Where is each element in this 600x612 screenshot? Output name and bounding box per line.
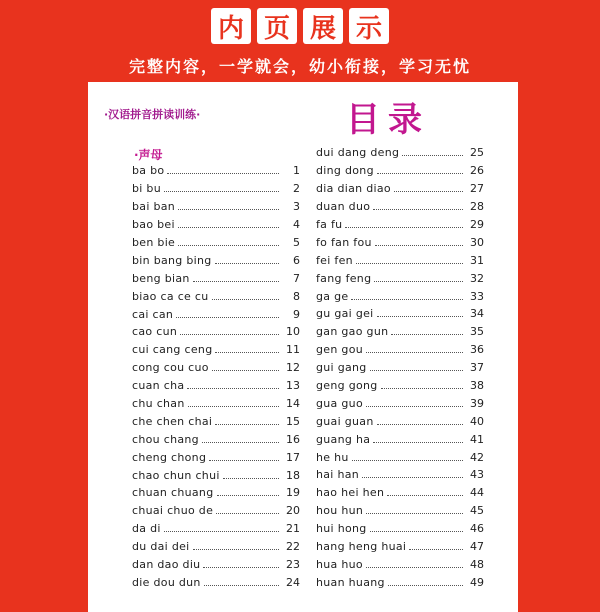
- section-heading: ·声母: [134, 148, 163, 162]
- toc-entry-label: guang ha: [316, 432, 371, 446]
- dot-leader: [373, 436, 463, 443]
- toc-entry: [316, 573, 484, 591]
- toc-entry-page: 2: [293, 182, 300, 196]
- toc-title: 目录: [346, 100, 430, 140]
- dot-leader: [178, 203, 279, 210]
- toc-entry-page: 16: [286, 432, 300, 446]
- toc-entry: [316, 287, 484, 305]
- dot-leader: [356, 257, 463, 264]
- toc-page: [88, 82, 518, 612]
- toc-entry: [132, 198, 300, 216]
- dot-leader: [370, 364, 463, 371]
- toc-entry-label: chuan chuang: [132, 486, 214, 500]
- dot-leader: [178, 239, 279, 246]
- toc-entry: [132, 341, 300, 359]
- toc-entry-label: beng bian: [132, 271, 190, 285]
- toc-entry-page: 21: [286, 522, 300, 536]
- dot-leader: [394, 185, 463, 192]
- toc-entry-page: 23: [286, 558, 300, 572]
- toc-entry: [132, 305, 300, 323]
- toc-entry-label: huan huang: [316, 575, 385, 589]
- toc-entry-label: da di: [132, 522, 161, 536]
- dot-leader: [366, 561, 463, 568]
- toc-entry-label: che chen chai: [132, 414, 213, 428]
- toc-entry: [132, 430, 300, 448]
- toc-entry-label: dan dao diu: [132, 558, 201, 572]
- series-title: ·汉语拼音拼读训练·: [104, 108, 201, 121]
- toc-entry-page: 48: [470, 557, 484, 571]
- toc-entry-label: fo fan fou: [316, 235, 372, 249]
- dot-leader: [375, 239, 463, 246]
- toc-entry: [132, 448, 300, 466]
- toc-entry: [316, 233, 484, 251]
- toc-entry: [316, 377, 484, 395]
- dot-leader: [164, 525, 279, 532]
- toc-entry-label: hou hun: [316, 504, 364, 518]
- toc-entry-page: 37: [470, 361, 484, 375]
- toc-entry-page: 25: [470, 146, 484, 160]
- toc-entry-page: 17: [286, 450, 300, 464]
- dot-leader: [164, 185, 279, 192]
- toc-entry-label: cai can: [132, 307, 174, 321]
- toc-entry-label: die dou dun: [132, 575, 201, 589]
- toc-entry: [132, 234, 300, 252]
- dot-leader: [402, 149, 463, 156]
- toc-entry-label: duan duo: [316, 200, 371, 214]
- toc-entry: [132, 180, 300, 198]
- toc-entry-label: fei fen: [316, 253, 353, 267]
- dot-leader: [178, 221, 279, 228]
- dot-leader: [167, 167, 279, 174]
- toc-entry-label: guai guan: [316, 414, 374, 428]
- toc-entry-page: 27: [470, 182, 484, 196]
- banner-char: 展: [303, 8, 343, 44]
- toc-entry: [316, 394, 484, 412]
- toc-entry-page: 45: [470, 504, 484, 518]
- toc-entry-page: 20: [286, 504, 300, 518]
- toc-entry-page: 4: [293, 218, 300, 232]
- toc-entry-page: 35: [470, 325, 484, 339]
- toc-entry-label: chou chang: [132, 432, 199, 446]
- toc-entry-page: 6: [293, 253, 300, 267]
- toc-entry-label: hang heng huai: [316, 540, 407, 554]
- dot-leader: [377, 167, 463, 174]
- toc-entry-page: 29: [470, 218, 484, 231]
- toc-entry: [132, 412, 300, 430]
- toc-entry: [316, 180, 484, 198]
- toc-entry: [316, 448, 484, 466]
- toc-entry-page: 36: [470, 343, 484, 357]
- dot-leader: [409, 543, 463, 550]
- toc-entry: [132, 287, 300, 305]
- toc-entry: [132, 377, 300, 395]
- dot-leader: [216, 507, 279, 514]
- dot-leader: [381, 382, 463, 389]
- toc-entry: [132, 466, 300, 484]
- toc-entry: [316, 484, 484, 502]
- toc-entry-page: 43: [470, 468, 484, 482]
- dot-leader: [209, 454, 279, 461]
- toc-column-right: [316, 144, 484, 591]
- toc-entry-page: 40: [470, 414, 484, 428]
- toc-entry: [132, 162, 300, 180]
- dot-leader: [188, 400, 279, 407]
- toc-entry: [132, 520, 300, 538]
- toc-entry-page: 41: [470, 432, 484, 446]
- toc-entry-label: chao chun chui: [132, 468, 220, 482]
- toc-entry-page: 24: [286, 575, 300, 589]
- toc-entry-label: gan gao gun: [316, 325, 389, 339]
- toc-entry-page: 8: [293, 289, 300, 303]
- toc-entry-label: ga ge: [316, 289, 349, 303]
- toc-entry: [316, 144, 484, 162]
- toc-entry-page: 1: [293, 164, 300, 178]
- dot-leader: [352, 454, 463, 461]
- toc-entry: [316, 162, 484, 180]
- tagline: 完整内容，一学就会，幼小衔接，学习无忧: [128, 57, 471, 76]
- toc-entry-label: ba bo: [132, 164, 165, 178]
- toc-entry-page: 22: [286, 540, 300, 554]
- dot-leader: [366, 346, 463, 353]
- dot-leader: [387, 489, 463, 496]
- toc-entry: [316, 216, 484, 234]
- toc-entry: [316, 359, 484, 377]
- toc-entry-page: 47: [470, 540, 484, 554]
- toc-entry-label: chuai chuo de: [132, 504, 214, 518]
- toc-entry-page: 5: [293, 236, 300, 249]
- toc-entry-page: 14: [286, 397, 300, 411]
- dot-leader: [204, 579, 279, 586]
- dot-leader: [217, 489, 280, 496]
- toc-entry-label: gu gai gei: [316, 307, 374, 321]
- dot-leader: [215, 257, 279, 264]
- toc-entry-label: gen gou: [316, 343, 364, 357]
- toc-entry-page: 42: [470, 450, 484, 464]
- toc-entry-label: cheng chong: [132, 450, 207, 464]
- dot-leader: [362, 471, 463, 478]
- toc-entry: [316, 323, 484, 341]
- toc-entry-label: cui cang ceng: [132, 343, 213, 357]
- toc-entry-page: 15: [286, 414, 300, 428]
- toc-entry: [316, 466, 484, 484]
- toc-entry: [316, 251, 484, 269]
- toc-entry: [316, 198, 484, 216]
- dot-leader: [391, 328, 463, 335]
- toc-entry-page: 19: [286, 486, 300, 500]
- toc-entry-label: bi bu: [132, 182, 161, 196]
- toc-entry: [132, 251, 300, 269]
- dot-leader: [373, 203, 463, 210]
- toc-entry-label: du dai dei: [132, 540, 190, 554]
- toc-entry-label: hui hong: [316, 522, 367, 536]
- toc-entry-label: gui gang: [316, 361, 367, 375]
- dot-leader: [187, 382, 279, 389]
- toc-entry-label: dui dang deng: [316, 146, 400, 160]
- dot-leader: [377, 418, 463, 425]
- toc-entry-label: cong cou cuo: [132, 361, 209, 375]
- dot-leader: [215, 418, 279, 425]
- toc-entry-page: 3: [293, 200, 300, 214]
- banner-char: 页: [257, 8, 297, 44]
- toc-entry-label: hai han: [316, 468, 360, 482]
- toc-entry-page: 38: [470, 379, 484, 393]
- dot-leader: [212, 364, 279, 371]
- dot-leader: [193, 275, 279, 282]
- toc-entry: [316, 555, 484, 573]
- toc-entry-label: dia dian diao: [316, 182, 391, 196]
- dot-leader: [202, 436, 279, 443]
- toc-entry: [316, 269, 484, 287]
- toc-entry-page: 32: [470, 271, 484, 285]
- toc-entry-page: 12: [286, 361, 300, 375]
- toc-entry-page: 10: [286, 325, 300, 339]
- toc-entry-page: 44: [470, 486, 484, 500]
- toc-entry: [316, 502, 484, 520]
- toc-entry-label: chu chan: [132, 397, 185, 411]
- toc-entry: [316, 341, 484, 359]
- toc-entry-label: ben bie: [132, 236, 176, 249]
- toc-entry-page: 18: [286, 468, 300, 482]
- toc-entry-label: fang feng: [316, 271, 372, 285]
- toc-entry-page: 34: [470, 307, 484, 321]
- dot-leader: [370, 525, 463, 532]
- toc-entry-page: 9: [293, 307, 300, 321]
- toc-entry: [316, 520, 484, 538]
- toc-entry-page: 46: [470, 522, 484, 536]
- toc-entry-page: 28: [470, 200, 484, 214]
- dot-leader: [193, 543, 279, 550]
- dot-leader: [366, 400, 463, 407]
- toc-entry-label: cuan cha: [132, 379, 185, 393]
- toc-entry-page: 11: [286, 343, 300, 357]
- toc-entry: [132, 556, 300, 574]
- dot-leader: [176, 311, 279, 318]
- toc-entry-page: 49: [470, 575, 484, 589]
- dot-leader: [374, 275, 463, 282]
- toc-entry-page: 26: [470, 164, 484, 178]
- dot-leader: [351, 293, 463, 300]
- toc-entry: [316, 430, 484, 448]
- banner-char: 内: [211, 8, 251, 44]
- toc-entry-label: bao bei: [132, 218, 175, 232]
- toc-entry-page: 13: [286, 379, 300, 393]
- dot-leader: [388, 579, 463, 586]
- dot-leader: [223, 472, 279, 479]
- dot-leader: [377, 310, 463, 317]
- toc-entry: [132, 269, 300, 287]
- banner: [0, 8, 600, 44]
- dot-leader: [203, 561, 279, 568]
- toc-entry-page: 39: [470, 396, 484, 410]
- toc-entry-label: cao cun: [132, 325, 178, 339]
- toc-entry-label: ding dong: [316, 164, 374, 178]
- toc-entry-label: hao hei hen: [316, 486, 385, 500]
- toc-entry-label: he hu: [316, 450, 349, 464]
- dot-leader: [212, 293, 279, 300]
- toc-entry: [132, 359, 300, 377]
- toc-entry-label: fa fu: [316, 218, 343, 231]
- dot-leader: [215, 346, 279, 353]
- toc-entry: [132, 323, 300, 341]
- toc-entry: [132, 216, 300, 234]
- toc-entry: [132, 502, 300, 520]
- dot-leader: [366, 507, 463, 514]
- toc-entry: [316, 412, 484, 430]
- toc-entry: [132, 484, 300, 502]
- toc-entry-label: bai ban: [132, 200, 176, 214]
- toc-entry-label: gua guo: [316, 396, 363, 410]
- toc-entry: [316, 305, 484, 323]
- dot-leader: [180, 328, 279, 335]
- toc-entry-page: 30: [470, 235, 484, 249]
- toc-entry-label: geng gong: [316, 379, 378, 393]
- toc-entry: [132, 573, 300, 591]
- toc-entry: [316, 538, 484, 556]
- toc-entry: [132, 538, 300, 556]
- toc-column-left: [132, 162, 300, 591]
- dot-leader: [345, 221, 463, 228]
- toc-entry: [132, 395, 300, 413]
- banner-char: 示: [349, 8, 389, 44]
- toc-entry-page: 33: [470, 289, 484, 303]
- toc-entry-label: bin bang bing: [132, 253, 212, 267]
- toc-entry-page: 31: [470, 253, 484, 267]
- toc-entry-label: hua huo: [316, 557, 363, 571]
- toc-entry-label: biao ca ce cu: [132, 289, 209, 303]
- toc-entry-page: 7: [293, 271, 300, 285]
